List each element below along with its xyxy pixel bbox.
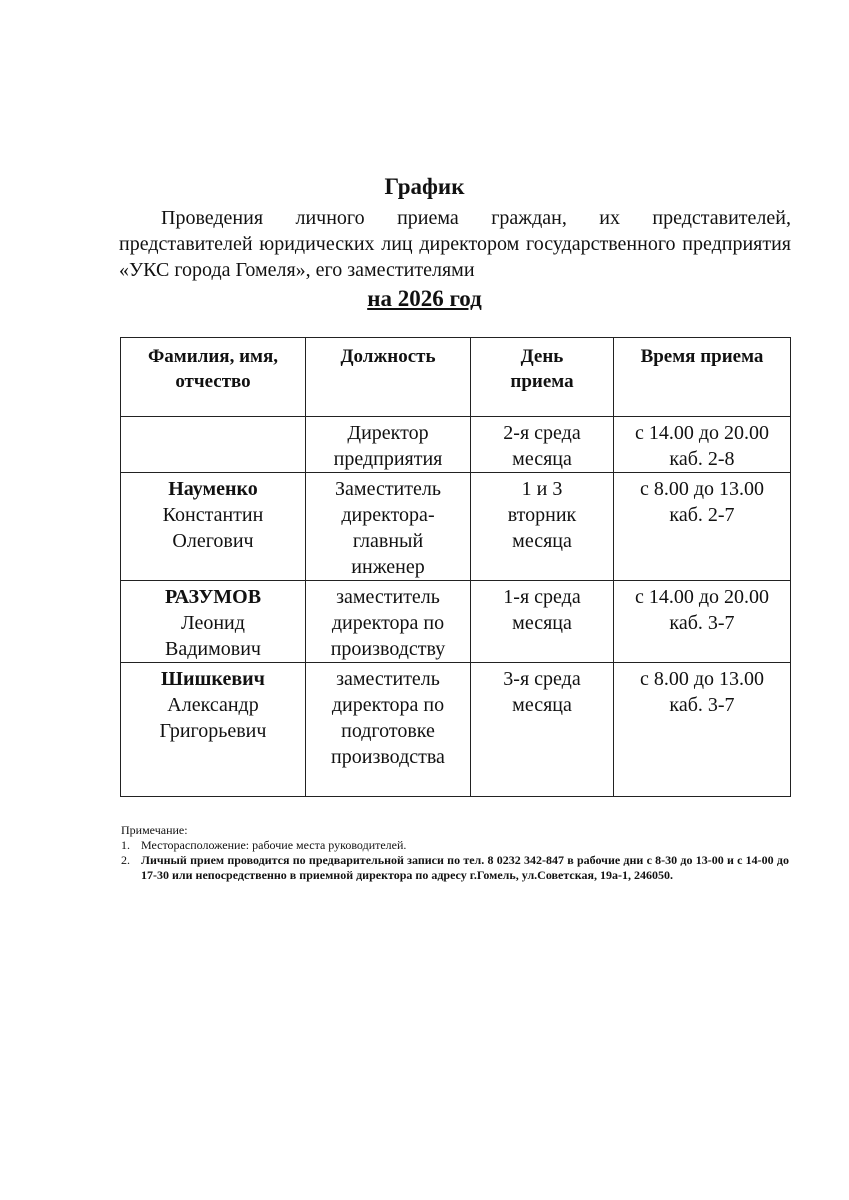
cell-time: [614, 581, 791, 663]
cell-name: [121, 663, 306, 797]
day-line: 1-я среда: [503, 586, 581, 608]
header-line: приема: [510, 371, 574, 392]
note-number: 1.: [121, 838, 130, 852]
time-line: каб. 2-7: [669, 504, 735, 526]
table-header-row: [121, 338, 791, 417]
day-line: 3-я среда: [503, 668, 581, 690]
day-line: 1 и 3: [521, 478, 563, 500]
time-line: каб. 2-8: [669, 448, 735, 470]
header-line: отчество: [175, 371, 251, 392]
header-line: День: [520, 346, 564, 367]
time-line: с 8.00 до 13.00: [639, 478, 765, 500]
time-line: с 14.00 до 20.00: [634, 422, 770, 444]
day-line: 2-я среда: [503, 422, 581, 444]
schedule-table: [120, 337, 791, 797]
surname: Шишкевич: [161, 668, 265, 690]
time-line: с 8.00 до 13.00: [639, 668, 765, 690]
day-line: месяца: [512, 530, 572, 552]
cell-time: [614, 417, 791, 473]
time-line: каб. 3-7: [669, 694, 735, 716]
table-row: [121, 473, 791, 581]
position-line: Директор: [347, 422, 429, 444]
cell-day: [471, 663, 614, 797]
cell-name: [121, 473, 306, 581]
note-number: 2.: [121, 853, 130, 867]
table-row: [121, 581, 791, 663]
note-text: Месторасположение: рабочие места руководителей.: [141, 838, 407, 852]
name-line: Константин: [162, 504, 264, 526]
cell-name: [121, 581, 306, 663]
name-line: Григорьевич: [159, 720, 267, 742]
position-line: главный: [352, 530, 424, 552]
cell-position: [306, 581, 471, 663]
cell-day: [471, 417, 614, 473]
name-line: Леонид: [181, 612, 245, 634]
position-line: директора-: [341, 504, 435, 526]
table-row: [121, 417, 791, 473]
position-line: производству: [330, 638, 446, 660]
note-text: Личный прием проводится по предварительной записи по тел. 8 0232 342-847 в рабочие дни с 8-30 до 13-00 и с 14-00 до 17-30 или непосредственно в приемной директора по адресу г.Гомель, ул.Советская, 19а-1, 246050.: [141, 853, 789, 882]
header-name: [121, 338, 306, 417]
document-intro: [119, 205, 791, 283]
position-line: директора по: [331, 612, 445, 634]
day-line: месяца: [512, 448, 572, 470]
position-line: заместитель: [336, 668, 440, 690]
document-title: График: [384, 174, 465, 199]
cell-position: [306, 473, 471, 581]
cell-position: [306, 417, 471, 473]
header-line: Должность: [340, 346, 436, 367]
header-time: [614, 338, 791, 417]
surname: РАЗУМОВ: [164, 586, 262, 608]
name-line: Олегович: [172, 530, 254, 552]
table-row: [121, 663, 791, 797]
header-line: Фамилия, имя,: [147, 346, 278, 367]
day-line: месяца: [512, 612, 572, 634]
cell-time: [614, 473, 791, 581]
position-line: заместитель: [336, 586, 440, 608]
cell-position: [306, 663, 471, 797]
cell-name: [121, 417, 306, 473]
header-position: [306, 338, 471, 417]
position-line: предприятия: [333, 448, 443, 470]
position-line: инженер: [351, 556, 425, 578]
name-line: Александр: [167, 694, 259, 716]
day-line: вторник: [507, 504, 577, 526]
header-day: [471, 338, 614, 417]
cell-day: [471, 473, 614, 581]
cell-day: [471, 581, 614, 663]
day-line: месяца: [512, 694, 572, 716]
position-line: Заместитель: [335, 478, 441, 500]
time-line: с 14.00 до 20.00: [634, 586, 770, 608]
surname: Науменко: [168, 478, 258, 500]
position-line: производства: [331, 746, 445, 768]
year-line: на 2026 год: [367, 286, 482, 311]
note-item: [121, 853, 789, 883]
intro-text: Проведения личного приема граждан, их представителей, представителей юридических лиц директором государственного предприятия «УКС города Гомеля», его заместителями: [119, 207, 791, 281]
cell-time: [614, 663, 791, 797]
note-item: [121, 838, 789, 853]
position-line: подготовке: [341, 720, 435, 742]
notes-heading: Примечание:: [121, 823, 188, 837]
header-line: Время приема: [640, 346, 764, 367]
name-line: Вадимович: [165, 638, 261, 660]
time-line: каб. 3-7: [669, 612, 735, 634]
notes-section: [121, 823, 789, 883]
position-line: директора по: [331, 694, 445, 716]
